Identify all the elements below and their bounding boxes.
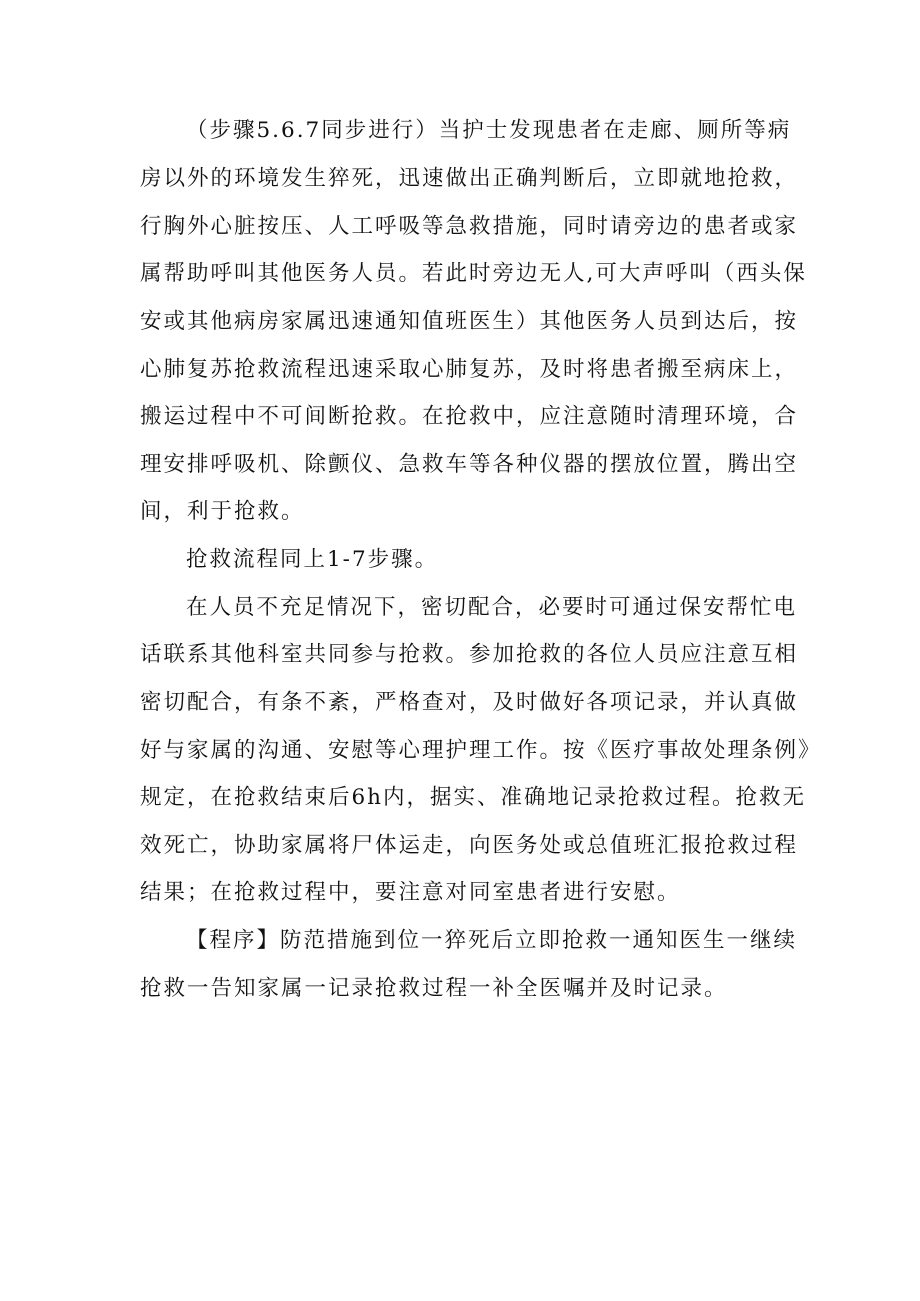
paragraph-2-line-1: 抢救流程同上1-7步骤。 [186,547,439,572]
paragraph-1-line-1: （步骤5.6.7同步进行）当护士发现患者在走廊、厕所等病 [186,118,792,143]
paragraph-3-line-7: 结果；在抢救过程中，要注意对同室患者进行安慰。 [140,880,681,905]
paragraph-3-line-6: 效死亡，协助家属将尸体运走，向医务处或总值班汇报抢救过程 [140,833,799,858]
paragraph-3-line-4: 好与家属的沟通、安慰等心理护理工作。按《医疗事故处理条例》 [140,738,822,763]
paragraph-4-line-1: 【程序】防范措施到位一猝死后立即抢救一通知医生一继续 [186,928,798,953]
paragraph-4-line-2: 抢救一告知家属一记录抢救过程一补全医嘱并及时记录。 [140,976,728,1001]
paragraph-1-line-5: 安或其他病房家属迅速通知值班医生）其他医务人员到达后，按 [140,309,799,334]
paragraph-3-line-1: 在人员不充足情况下，密切配合，必要时可通过保安帮忙电 [186,595,798,620]
paragraph-1-line-7: 搬运过程中不可间断抢救。在抢救中，应注意随时清理环境，合 [140,404,799,429]
paragraph-3-line-2: 话联系其他科室共同参与抢救。参加抢救的各位人员应注意互相 [140,642,799,667]
paragraph-1-line-9: 间，利于抢救。 [140,499,305,524]
paragraph-1-line-6: 心肺复苏抢救流程迅速采取心肺复苏，及时将患者搬至病床上， [140,357,799,382]
paragraph-3-line-5: 规定，在抢救结束后6h内，据实、准确地记录抢救过程。抢救无 [140,785,807,810]
paragraph-1-line-4: 属帮助呼叫其他医务人员。若此时旁边无人,可大声呼叫（西头保 [140,261,807,286]
paragraph-1-line-2: 房以外的环境发生猝死，迅速做出正确判断后，立即就地抢救， [140,166,799,191]
paragraph-1-line-3: 行胸外心脏按压、人工呼吸等急救措施，同时请旁边的患者或家 [140,214,799,239]
paragraph-3-line-3: 密切配合，有条不紊，严格查对，及时做好各项记录，并认真做 [140,690,799,715]
paragraph-1-line-8: 理安排呼吸机、除颤仪、急救车等各种仪器的摆放位置，腾出空 [140,452,799,477]
